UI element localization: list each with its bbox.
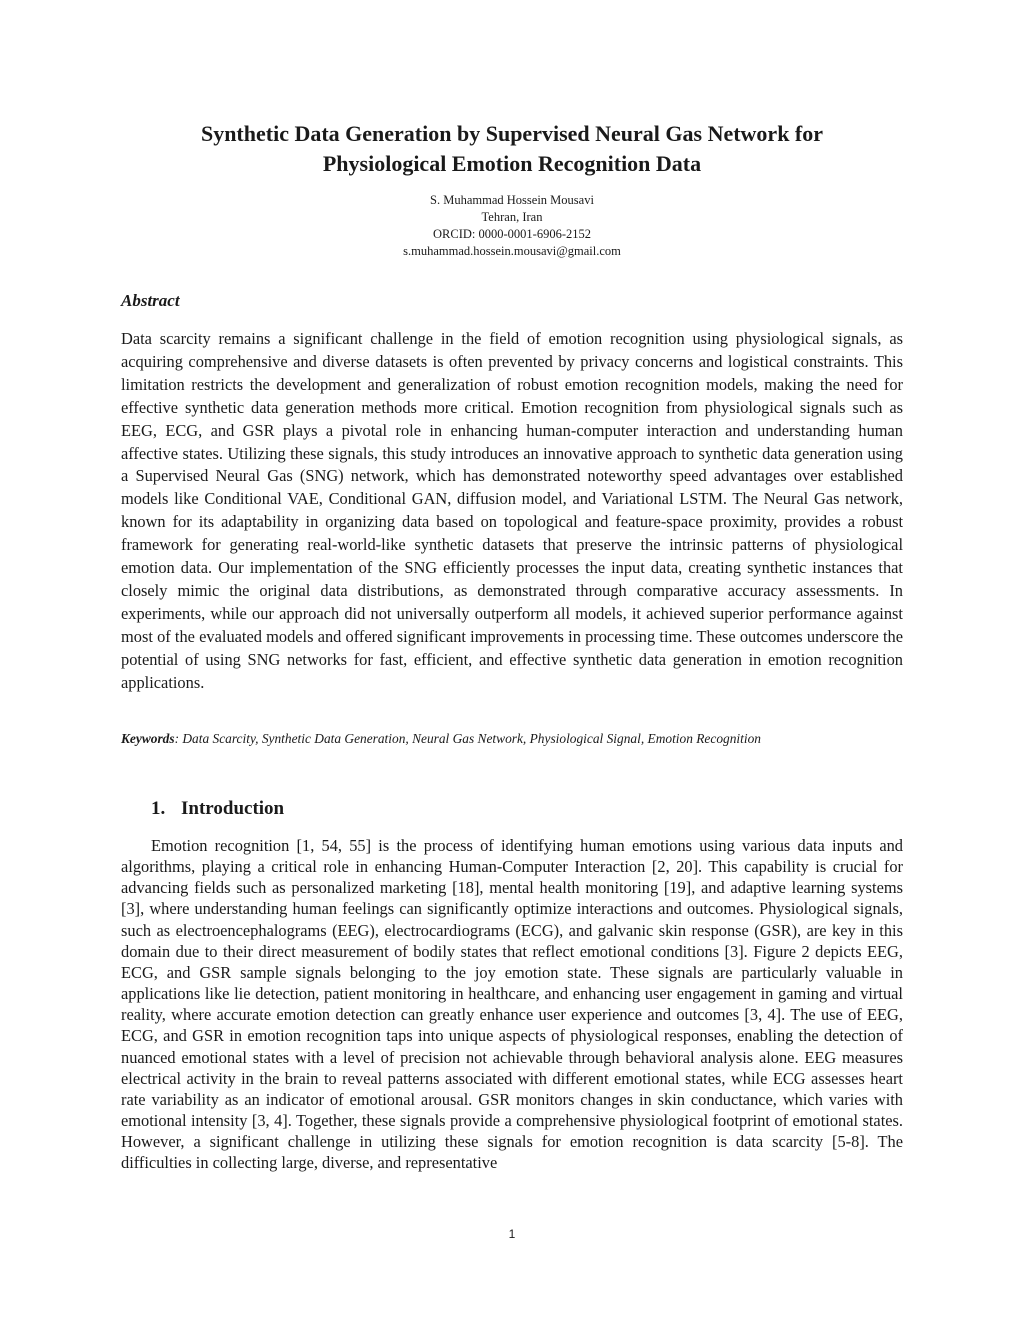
author-orcid: ORCID: 0000-0001-6906-2152 xyxy=(433,227,591,241)
author-name: S. Muhammad Hossein Mousavi xyxy=(430,193,594,207)
paper-title-line-1: Synthetic Data Generation by Supervised Neural Gas Network for xyxy=(200,121,824,146)
keywords-label: Keywords xyxy=(121,731,175,746)
paper-title xyxy=(120,119,904,179)
author-email: s.muhammad.hossein.mousavi@gmail.com xyxy=(403,244,621,258)
abstract-heading: Abstract xyxy=(121,291,180,310)
paper-title-line-2: Physiological Emotion Recognition Data xyxy=(322,151,702,176)
section-heading-introduction xyxy=(151,798,284,820)
author-location: Tehran, Iran xyxy=(481,210,543,224)
section-number: 1. xyxy=(151,798,166,819)
author-block xyxy=(120,192,904,260)
abstract-text: Data scarcity remains a significant challenge in the field of emotion recognition using physiological signals, as acquiring comprehensive and diverse datasets is often prevented by privacy concerns and logistical constraints. This limitation restricts the development and generalization of robust emotion recognition models, making the need for effective synthetic data generation methods more critical. Emotion recognition from physiological signals such as EEG, ECG, and GSR plays a pivotal role in enhancing human-computer interaction and understanding human affective states. Utilizing these signals, this study introduces an innovative approach to synthetic data generation using a Supervised Neural Gas (SNG) network, which has demonstrated noteworthy speed advantages over established models like Conditional VAE, Conditional GAN, diffusion model, and Variational LSTM. The Neural Gas network, known for its adaptability in organizing data based on topological and feature-space proximity, provides a robust framework for generating real-world-like synthetic datasets that preserve the intrinsic patterns of physiological emotion data. Our implementation of the SNG efficiently processes the input data, creating synthetic instances that closely mimic the original data distributions, as demonstrated through comparative accuracy assessments. In experiments, while our approach did not universally outperform all models, it achieved superior performance against most of the evaluated models and offered significant improvements in processing time. These outcomes underscore the potential of using SNG networks for fast, efficient, and effective synthetic data generation in emotion recognition applications. xyxy=(121,329,903,692)
keywords-text: : Data Scarcity, Synthetic Data Generation, Neural Gas Network, Physiological Signal, Emotion Recognition xyxy=(174,731,761,746)
introduction-text: Emotion recognition [1, 54, 55] is the process of identifying human emotions using various data inputs and algorithms, playing a critical role in enhancing Human-Computer Interaction [2, 20]. This capability is crucial for advancing fields such as personalized marketing [18], mental health monitoring [19], and adaptive learning systems [3], where understanding human feelings can significantly optimize interactions and outcomes. Physiological signals, such as electroencephalograms (EEG), electrocardiograms (ECG), and galvanic skin response (GSR), are key in this domain due to their direct measurement of bodily states that reflect emotional conditions [3]. Figure 2 depicts EEG, ECG, and GSR sample signals belonging to the joy emotion state. These signals are particularly valuable in applications like lie detection, patient monitoring in healthcare, and enhancing user engagement in gaming and virtual reality, where accurate emotion detection can greatly enhance user experience and outcomes [3, 4]. The use of EEG, ECG, and GSR in emotion recognition taps into unique aspects of physiological responses, enabling the detection of nuanced emotional states with a level of precision not achievable through behavioral analysis alone. EEG measures electrical activity in the brain to reveal patterns associated with different emotional states, while ECG assesses heart rate variability as an indicator of emotional arousal. GSR monitors changes in skin conductance, which varies with emotional intensity [3, 4]. Together, these signals provide a comprehensive physiological footprint of emotional states. However, a significant challenge in utilizing these signals for emotion recognition is data scarcity [5-8]. The difficulties in collecting large, diverse, and representative xyxy=(121,836,903,1173)
keywords-line xyxy=(121,730,903,748)
section-title: Introduction xyxy=(181,798,285,819)
page-number: 1 xyxy=(508,1227,516,1241)
